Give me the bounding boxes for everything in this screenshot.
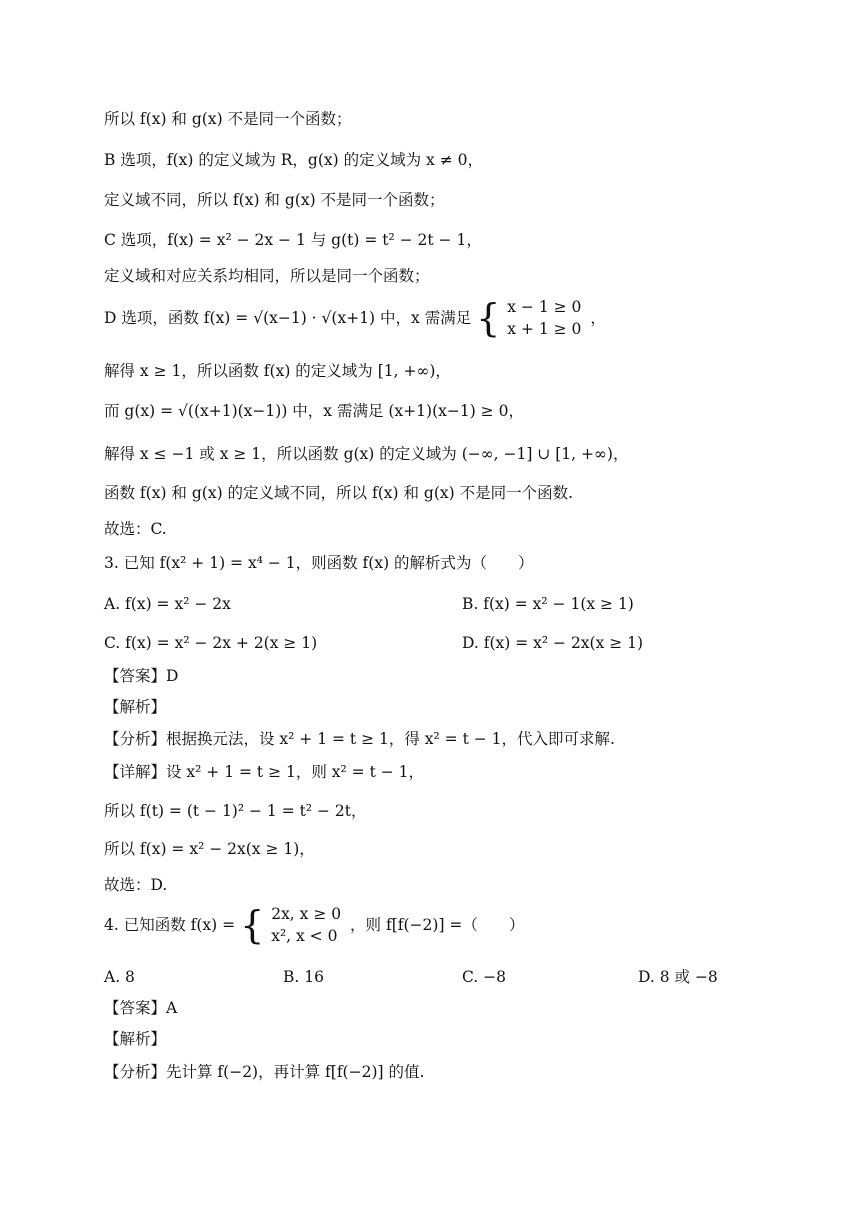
option-d: D. f(x) = x² − 2x(x ≥ 1): [462, 634, 644, 652]
left-brace: {: [476, 296, 501, 340]
text-line: 定义域和对应关系均相同，所以是同一个函数；: [104, 267, 430, 285]
text-line: 故选：C.: [104, 520, 167, 538]
text-line: 所以 f(x) 和 g(x) 不是同一个函数；: [104, 110, 352, 128]
case-row: 2x, x ≥ 0: [271, 905, 342, 923]
detail-line: 所以 f(t) = (t − 1)² − 1 = t² − 2t，: [104, 802, 367, 820]
text-line: C 选项，f(x) = x² − 2x − 1 与 g(t) = t² − 2t − 1，: [104, 231, 482, 249]
analysis: 【分析】根据换元法，设 x² + 1 = t ≥ 1，得 x² = t − 1，代入即可求解.: [104, 730, 615, 748]
option-a: A. 8: [104, 968, 135, 986]
text-segment: 4. 已知函数 f(x) =: [104, 916, 236, 934]
system-row: x + 1 ≥ 0: [507, 320, 582, 338]
option-c: C. −8: [462, 968, 507, 986]
text-line-with-system: [104, 296, 606, 340]
left-brace: {: [240, 903, 265, 947]
answer: 【答案】D: [104, 667, 179, 685]
piecewise-cases: [271, 903, 341, 947]
detail: 【详解】设 x² + 1 = t ≥ 1，则 x² = t − 1，: [104, 763, 425, 781]
system-row: x − 1 ≥ 0: [507, 298, 582, 316]
case-row: x², x < 0: [271, 927, 338, 945]
text-line: 解得 x ≥ 1，所以函数 f(x) 的定义域为 [1, +∞)，: [104, 362, 451, 380]
text-line: 而 g(x) = √((x+1)(x−1)) 中，x 需满足 (x+1)(x−1) ≥ 0，: [104, 402, 524, 420]
option-d: D. 8 或 −8: [638, 968, 718, 986]
detail-line: 所以 f(x) = x² − 2x(x ≥ 1)，: [104, 840, 315, 858]
question-stem: 3. 已知 f(x² + 1) = x⁴ − 1，则函数 f(x) 的解析式为（ ）: [104, 554, 534, 572]
text-line: 定义域不同，所以 f(x) 和 g(x) 不是同一个函数；: [104, 191, 445, 209]
analysis: 【分析】先计算 f(−2)，再计算 f[f(−2)] 的值.: [104, 1063, 425, 1081]
text-line: B 选项，f(x) 的定义域为 R，g(x) 的定义域为 x ≠ 0，: [104, 151, 483, 169]
text-segment: D 选项，函数 f(x) = √(x−1) · √(x+1) 中，x 需满足: [104, 309, 472, 327]
text-line: 解得 x ≤ −1 或 x ≥ 1，所以函数 g(x) 的定义域为 (−∞, −1] ∪ [1, +∞)，: [104, 445, 629, 463]
answer: 【答案】A: [104, 999, 178, 1017]
analysis-heading: 【解析】: [104, 698, 167, 716]
question-stem-with-piecewise: [104, 903, 524, 947]
choose: 故选：D.: [104, 876, 168, 894]
option-c: C. f(x) = x² − 2x + 2(x ≥ 1): [104, 634, 318, 652]
option-b: B. f(x) = x² − 1(x ≥ 1): [462, 595, 634, 613]
text-segment: ，则 f[f(−2)] =（ ）: [350, 916, 525, 934]
analysis-heading: 【解析】: [104, 1030, 167, 1048]
text-segment: ，: [590, 309, 606, 327]
text-line: 函数 f(x) 和 g(x) 的定义域不同，所以 f(x) 和 g(x) 不是同一个函数.: [104, 484, 574, 502]
option-a: A. f(x) = x² − 2x: [104, 595, 231, 613]
inequality-system: [507, 296, 581, 340]
option-b: B. 16: [283, 968, 324, 986]
